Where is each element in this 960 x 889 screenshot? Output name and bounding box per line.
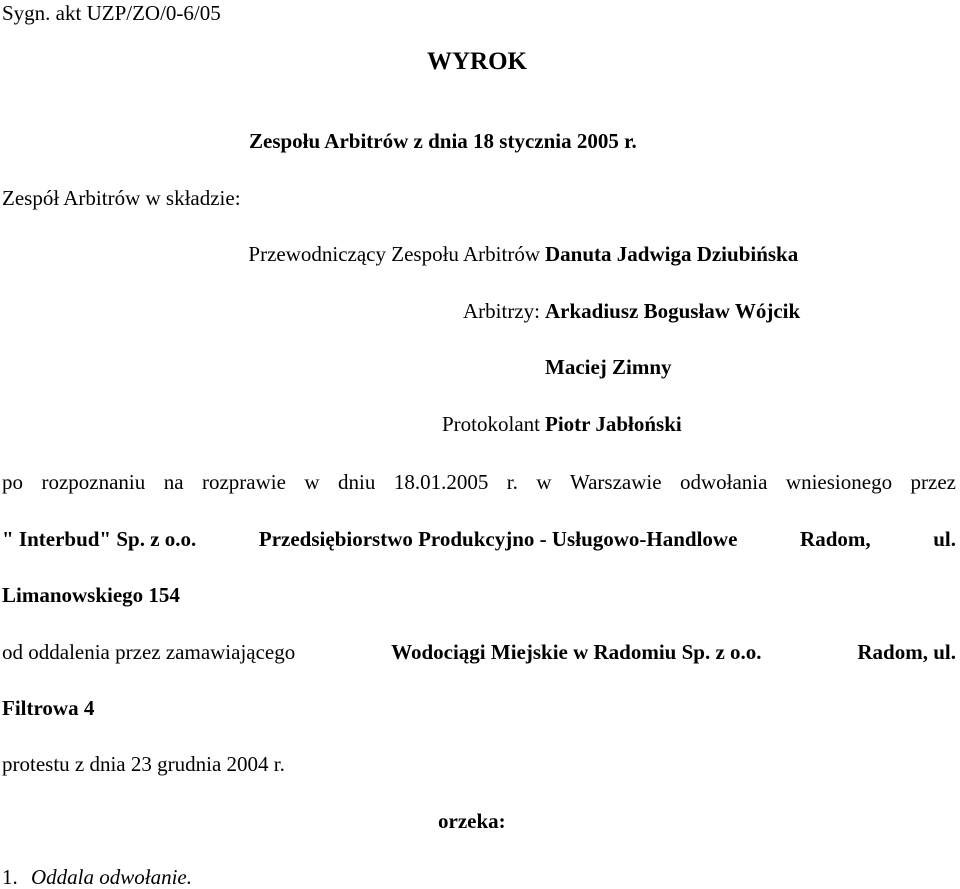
word: przez [910,470,956,494]
word: odwołania [679,470,768,494]
ruling-item-number: 1. [2,865,18,889]
ruling-item [2,865,192,889]
clerk-name: Piotr Jabłoński [545,412,682,436]
word: r. [506,470,518,494]
body-line-3: Limanowskiego 154 [2,583,180,607]
panel-intro: Zespół Arbitrów w składzie: [2,186,241,210]
body-line-4 [2,640,956,664]
clerk-label: Protokolant [442,412,540,436]
word: rozprawie [201,470,286,494]
appellant-city: Radom, [800,527,871,551]
arbiter-name-1: Arkadiusz Bogusław Wójcik [545,299,801,323]
appellant-company-type: Przedsiębiorstwo Produkcyjno - Usługowo-Handlowe [258,527,738,551]
word: w [304,470,320,494]
document-subtitle: Zespołu Arbitrów z dnia 18 stycznia 2005 r. [249,129,637,153]
appellant-name: " Interbud" Sp. z o.o. [2,527,197,551]
ruling-item-text: Oddala odwołanie. [31,865,192,889]
word: na [163,470,184,494]
dismissal-prefix: od oddalenia przez zamawiającego [2,640,296,664]
arbiter-name-2: Maciej Zimny [545,355,672,379]
appellant-street-prefix: ul. [933,527,956,551]
document-title: WYROK [427,48,527,75]
word: w [536,470,552,494]
word: 18.01.2005 [393,470,489,494]
chair-name: Danuta Jadwiga Dziubińska [545,242,799,266]
authority-address-start: Radom, ul. [857,640,956,664]
arbiters-label: Arbitrzy: [463,299,540,323]
body-line-6: protestu z dnia 23 grudnia 2004 r. [2,752,285,776]
case-signature: Sygn. akt UZP/ZO/0-6/05 [2,1,221,25]
body-line-2 [2,527,956,551]
word: po [2,470,23,494]
word: dniu [338,470,376,494]
word: Warszawie [569,470,662,494]
chair-label: Przewodniczący Zespołu Arbitrów [248,242,540,266]
body-line-5: Filtrowa 4 [2,696,95,720]
word: wniesionego [785,470,893,494]
body-line-1 [2,470,956,494]
word: rozpoznaniu [41,470,146,494]
ruling-heading: orzeka: [438,809,506,833]
contracting-authority: Wodociągi Miejskie w Radomiu Sp. z o.o. [391,640,762,664]
